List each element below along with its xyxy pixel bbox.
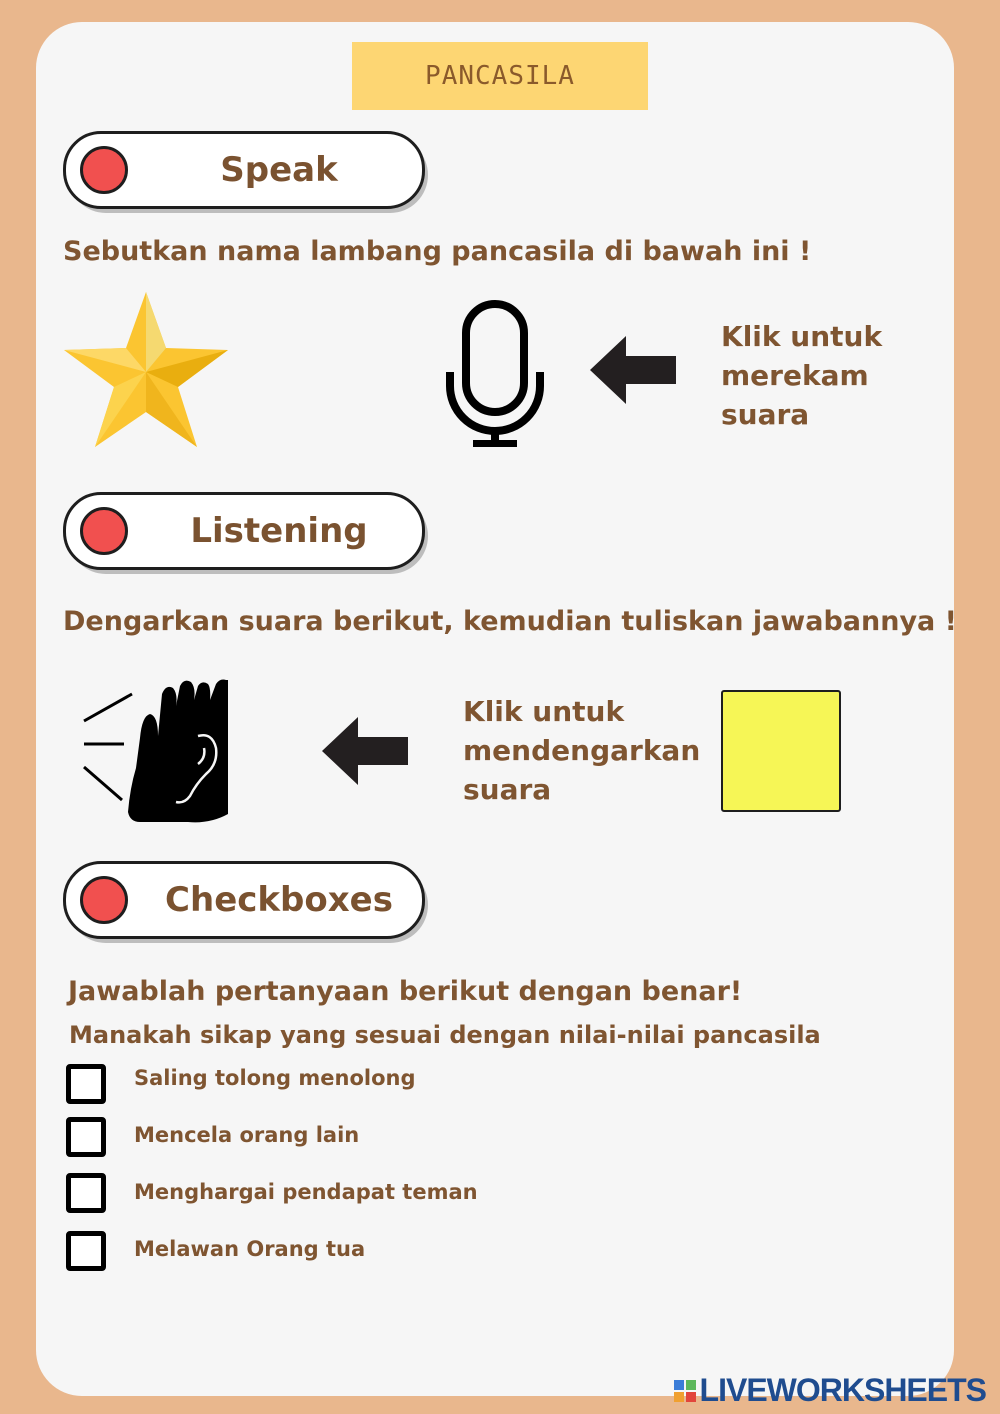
red-dot-icon <box>80 876 128 924</box>
section-header-checkboxes <box>63 861 425 939</box>
option-label: Melawan Orang tua <box>134 1237 366 1261</box>
hint-line: merekam <box>721 359 869 392</box>
checkbox-option-4[interactable] <box>66 1231 106 1271</box>
ear-listening-icon <box>80 676 232 826</box>
hint-line: suara <box>721 398 810 431</box>
hint-line: Klik untuk <box>463 695 625 728</box>
checkbox-option-2[interactable] <box>66 1117 106 1157</box>
hint-line: Klik untuk <box>721 320 883 353</box>
speak-question: Sebutkan nama lambang pancasila di bawah ini ! <box>63 236 812 267</box>
option-label: Menghargai pendapat teman <box>134 1180 478 1204</box>
section-label-checkboxes: Checkboxes <box>165 880 393 920</box>
brand-name: LIVEWORKSHEETS <box>699 1372 986 1408</box>
option-label: Mencela orang lain <box>134 1123 360 1147</box>
title-banner <box>352 42 648 110</box>
arrow-left-icon <box>590 336 676 404</box>
speak-hint <box>721 317 961 434</box>
page-title: PANCASILA <box>425 61 575 91</box>
arrow-left-icon <box>322 717 408 785</box>
checkbox-option-3[interactable] <box>66 1173 106 1213</box>
listening-question: Dengarkan suara berikut, kemudian tuliskan jawabannya ! <box>63 606 957 637</box>
red-dot-icon <box>80 146 128 194</box>
red-dot-icon <box>80 507 128 555</box>
checkboxes-instruction: Jawablah pertanyaan berikut dengan benar! <box>68 976 743 1007</box>
star-icon <box>62 290 230 450</box>
section-label-speak: Speak <box>220 150 338 190</box>
option-label: Saling tolong menolong <box>134 1066 416 1090</box>
play-audio-button[interactable] <box>721 690 841 812</box>
section-label-listening: Listening <box>190 511 368 551</box>
hint-line: suara <box>463 773 552 806</box>
section-header-listening <box>63 492 425 570</box>
microphone-icon[interactable] <box>445 300 545 450</box>
checkboxes-question: Manakah sikap yang sesuai dengan nilai-nilai pancasila <box>69 1021 821 1049</box>
section-header-speak <box>63 131 425 209</box>
hint-line: mendengarkan <box>463 734 701 767</box>
checkbox-option-1[interactable] <box>66 1064 106 1104</box>
logo-grid-icon <box>674 1380 696 1402</box>
liveworksheets-logo <box>674 1372 986 1409</box>
listening-hint <box>463 692 703 809</box>
